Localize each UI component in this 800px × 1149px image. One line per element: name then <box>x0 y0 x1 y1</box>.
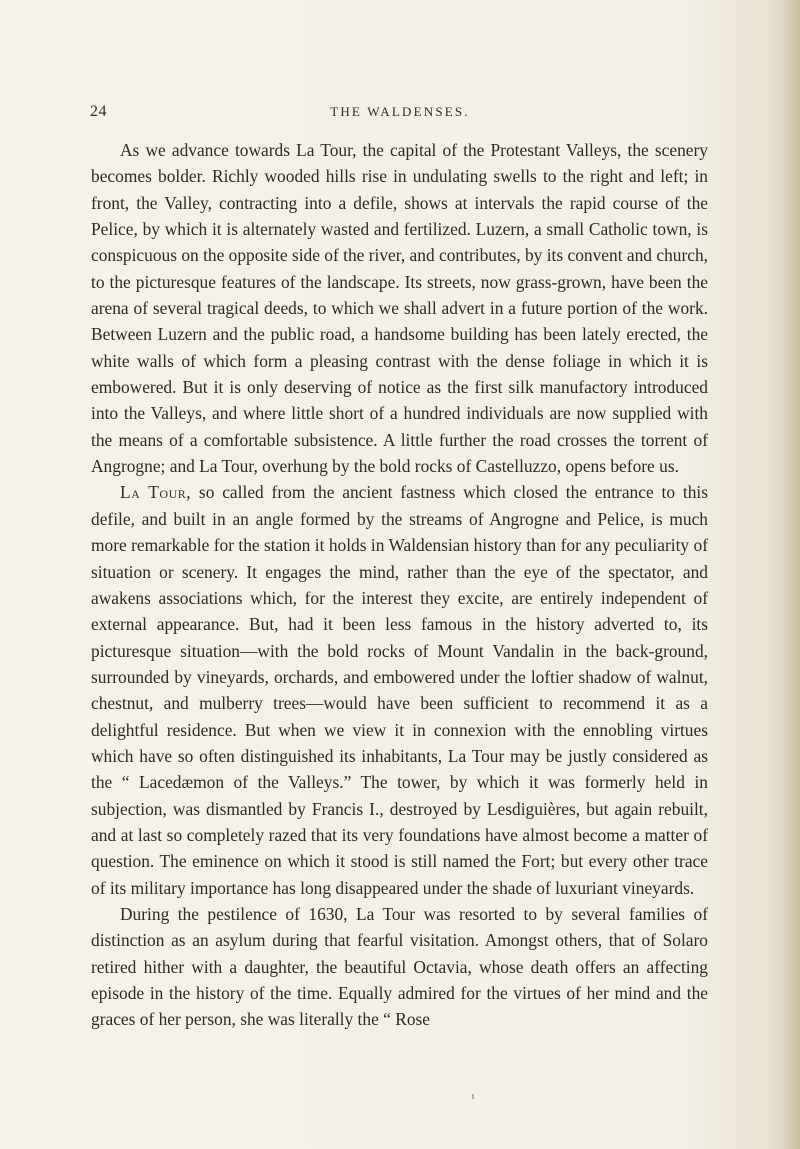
page-edge-shadow <box>782 0 800 1149</box>
paragraph-2-lead: La Tour, <box>120 482 192 503</box>
page-number: 24 <box>90 103 107 120</box>
page-header <box>90 103 710 127</box>
running-title: THE WALDENSES. <box>330 104 470 119</box>
printer-mark <box>472 1094 474 1099</box>
paragraph-1: As we advance towards La Tour, the capital of the Protestant Valleys, the scenery becomes bolder. Richly wooded hills rise in undulating swells to the right and left; in front, the Valley, contracting into a defile, shows at intervals the rapid course of the Pelice, by which it is alternately wasted and fertilized. Luzern, a small Catholic town, is conspicuous on the opposite side of the river, and contributes, by its convent and church, to the picturesque features of the landscape. Its streets, now grass-grown, have been the arena of several tragical deeds, to which we shall advert in a future portion of the work. Between Luzern and the public road, a handsome building has been lately erected, the white walls of which form a pleasing contrast with the dense foliage in which it is embowered. But it is only deserving of notice as the first silk manufactory introduced into the Valleys, and where little short of a hundred individuals are now supplied with the means of a comfortable subsistence. A little further the road crosses the torrent of Angrogne; and La Tour, overhung by the bold rocks of Castelluzzo, opens before us. <box>91 140 709 477</box>
body-text <box>91 137 708 1033</box>
paragraph-2 <box>91 479 708 901</box>
paragraph-3: During the pestilence of 1630, La Tour was resorted to by several families of distinction as an asylum during that fearful visitation. Amongst others, that of Solaro retired hither with a daughter, the beautiful Octavia, whose death offers an affecting episode in the history of the time. Equally admired for the virtues of her mind and the graces of her person, she was literally the “ Rose <box>91 903 708 1030</box>
paragraph-2-text: so called from the ancient fastness which closed the entrance to this defile, and built in an angle formed by the streams of Angrogne and Pelice, is much more remarkable for the station it holds in Waldensian history than for any peculiarity of situation or scenery. It engages the mind, rather than the eye of the spectator, and awakens associations which, for the interest they excite, are entirely independent of external appearance. But, had it been less famous in the history adverted to, its picturesque situation—with the bold rocks of Mount Vandalin in the back-ground, surrounded by vineyards, orchards, and embowered under the loftier shadow of walnut, chestnut, and mulberry trees—would have been sufficient to recommend it as a delightful residence. But when we view it in connexion with the ennobling virtues which have so often distinguished its inhabitants, La Tour may be justly considered as the “ Lacedæmon of the Valleys.” The tower, by which it was formerly held in subjection, was dismantled by Francis I., destroyed by Lesdiguières, but again rebuilt, and at last so completely razed that its very foundations have almost become a matter of question. The eminence on which it stood is still named the Fort; but every other trace of its military importance has long disappeared under the shade of luxuriant vineyards. <box>91 482 708 898</box>
